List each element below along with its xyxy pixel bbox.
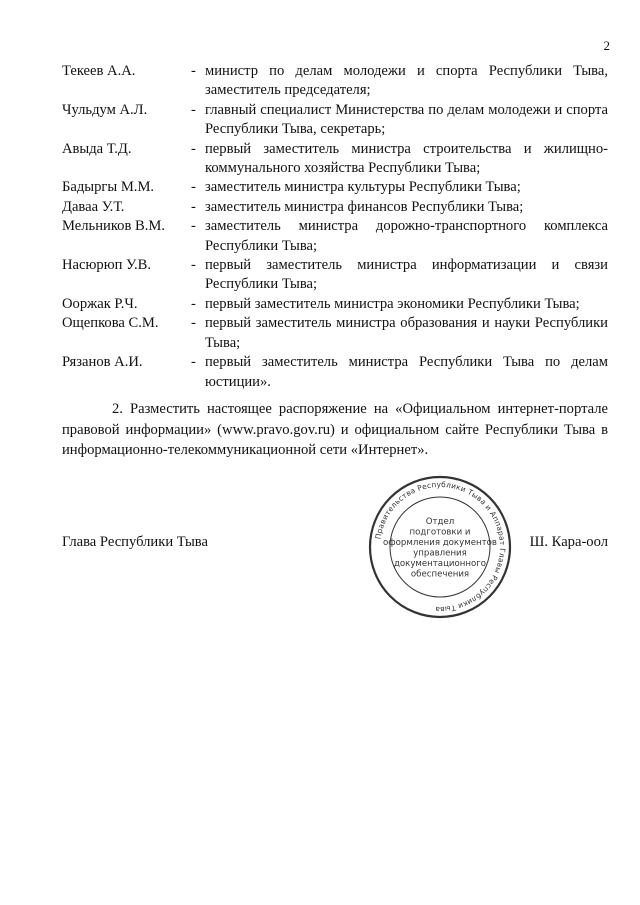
member-name: Насюрюп У.В. <box>62 257 152 274</box>
stamp-center-line: оформления документов <box>383 537 497 548</box>
stamp-center-line: Отдел <box>425 516 455 527</box>
signatory-name: Ш. Кара-оол <box>529 534 608 550</box>
member-row <box>62 295 608 314</box>
paragraph-point-2: 2. Разместить настоящее распоряжение на «Официальном интернет-портале правовой информации» (www.pravo.gov.ru) и официальном сайте Республики Тыва в информационно-телекоммуникационной сети «Интернет». <box>62 401 608 459</box>
member-row <box>62 217 608 256</box>
signatory-position: Глава Республики Тыва <box>62 534 208 550</box>
stamp-center-text <box>383 517 497 580</box>
member-role: заместитель министра культуры Республики Тыва; <box>205 179 521 196</box>
member-name: Мельников В.М. <box>62 218 166 235</box>
stamp-center-line: управления <box>413 548 467 559</box>
member-role: первый заместитель министра Республики Тыва по делам юстиции». <box>205 354 608 390</box>
member-dash: - <box>191 257 196 274</box>
member-dash: - <box>191 218 196 235</box>
official-stamp <box>367 474 513 620</box>
member-dash: - <box>191 295 196 312</box>
member-role: главный специалист Министерства по делам молодежи и спорта Республики Тыва, секретарь; <box>205 101 608 138</box>
member-name: Чульдум А.Л. <box>62 101 148 118</box>
member-role: заместитель министра финансов Республики Тыва; <box>205 198 524 215</box>
member-role: министр по делам молодежи и спорта Республики Тыва, заместитель председателя; <box>205 63 608 99</box>
member-row <box>62 140 608 179</box>
members-list <box>62 62 608 392</box>
stamp-center-line: документационного <box>393 558 487 569</box>
stamp-center-line: обеспечения <box>410 569 470 580</box>
member-row <box>62 62 608 101</box>
member-dash: - <box>191 354 196 371</box>
member-role: первый заместитель министра информатизации и связи Республики Тыва; <box>205 257 608 293</box>
stamp-ring-path: Правительства Республики Тыва и Аппарат Главы Республики Тыва <box>373 479 508 615</box>
member-row <box>62 178 608 197</box>
member-role: первый заместитель министра образования и науки Республики Тыва; <box>205 315 608 351</box>
member-row <box>62 101 608 140</box>
member-name: Ооржак Р.Ч. <box>62 295 138 312</box>
member-row <box>62 314 608 353</box>
stamp-center-line: подготовки и <box>409 527 471 538</box>
member-name: Даваа У.Т. <box>62 198 125 215</box>
member-dash: - <box>191 198 196 215</box>
member-row <box>62 256 608 295</box>
member-dash: - <box>191 179 196 196</box>
member-role: первый заместитель министра строительства и жилищно-коммунального хозяйства Республики Тыва; <box>205 140 608 177</box>
member-role: первый заместитель министра экономики Республики Тыва; <box>205 295 580 312</box>
member-dash: - <box>191 101 196 118</box>
page-number: 2 <box>603 38 610 53</box>
member-name: Рязанов А.И. <box>62 354 143 371</box>
member-name: Бадыргы М.М. <box>62 179 155 196</box>
member-name: Авыда Т.Д. <box>62 140 132 157</box>
member-dash: - <box>191 315 196 332</box>
member-dash: - <box>191 140 196 157</box>
member-row <box>62 353 608 392</box>
member-row <box>62 198 608 217</box>
member-role: заместитель министра дорожно-транспортного комплекса Республики Тыва; <box>205 218 608 254</box>
member-name: Текеев А.А. <box>62 63 136 79</box>
member-dash: - <box>191 63 196 79</box>
member-name: Ощепкова С.М. <box>62 315 159 332</box>
